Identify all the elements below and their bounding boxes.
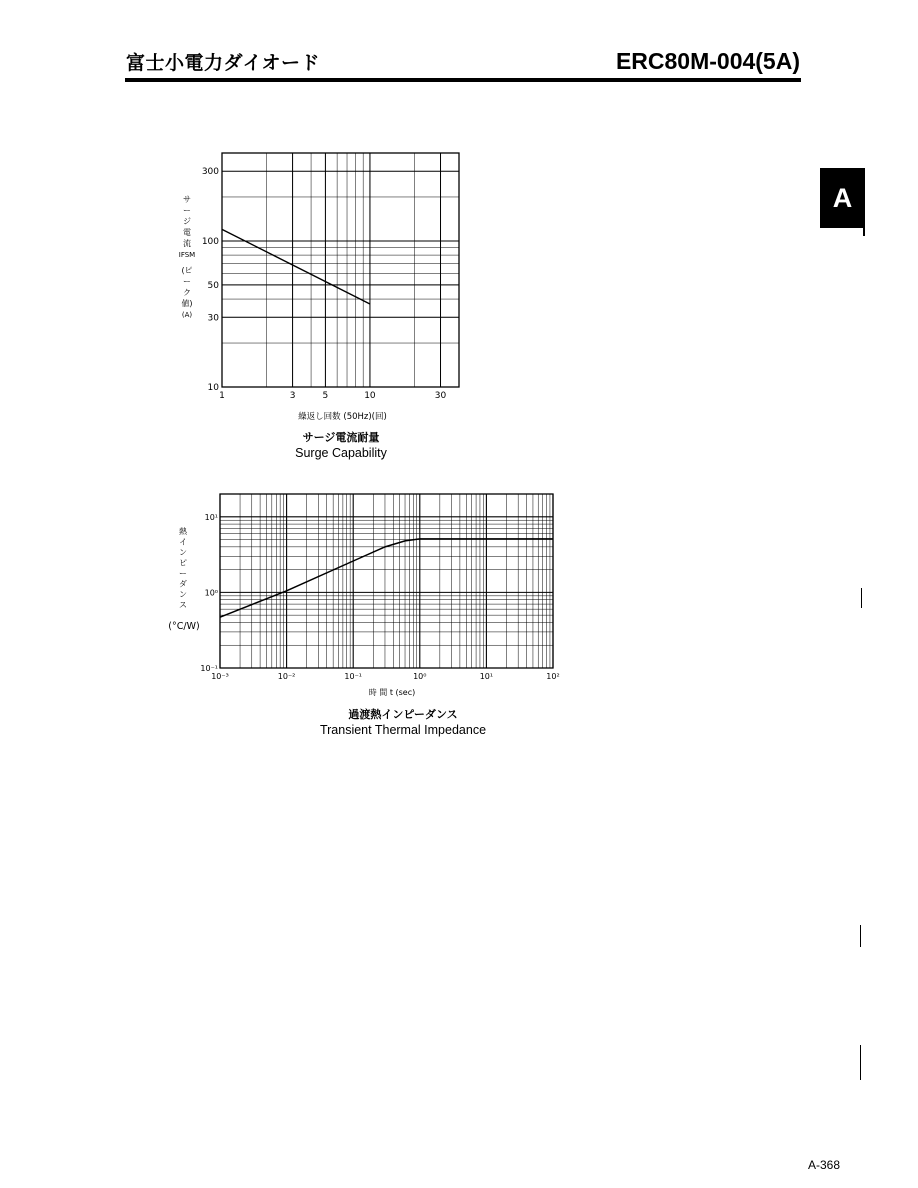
surge-chart-subtitle: Surge Capability [295, 446, 387, 460]
tab-tick [863, 228, 865, 236]
y-axis-label-part: ジ [183, 217, 191, 226]
manufacturer-title: 富士小電力ダイオード [126, 52, 321, 74]
page-number: A-368 [807, 1158, 840, 1172]
header-rule [125, 78, 801, 82]
transient-thermal-impedance-chart [160, 485, 580, 705]
surge-capability-chart [160, 140, 480, 430]
y-axis-label-char: ー [179, 569, 187, 578]
x-tick-label: 1 [219, 391, 225, 401]
x-tick-label: 30 [434, 391, 447, 401]
y-tick-label: 10⁻¹ [200, 664, 218, 673]
part-number: ERC80M-004(5A) [615, 48, 800, 74]
y-axis-label-char: イ [179, 537, 187, 547]
plot-frame [222, 153, 459, 387]
x-tick-label: 3 [289, 391, 296, 401]
y-axis-label-part: ー [183, 206, 191, 215]
y-axis-label-char: 熱 [179, 527, 187, 536]
thermal-chart-title: 過渡熱インピーダンス [348, 708, 458, 721]
y-tick-label: 10 [207, 383, 219, 393]
y-tick-label: 100 [201, 236, 219, 247]
y-tick-label: 30 [207, 313, 219, 324]
y-axis-label-part: 電 [183, 228, 191, 237]
y-tick-label: 10⁰ [204, 588, 218, 598]
y-axis-label-part: ー [183, 277, 191, 286]
y-axis-label-char: ン [179, 590, 187, 599]
x-tick-label: 10 [364, 391, 376, 401]
x-axis-label: 時 間 t (sec) [368, 688, 416, 697]
y-axis-label-char: ン [179, 548, 187, 557]
y-axis-label-part: ク [183, 288, 191, 297]
y-axis-label-part: (A) [181, 311, 193, 319]
x-tick-label: 10⁻³ [211, 672, 229, 681]
y-axis-label-part: (ピ [181, 266, 193, 275]
y-tick-label: 300 [201, 167, 219, 178]
y-axis-label-part: IFSM [178, 251, 196, 259]
y-axis-label-part: 流 [183, 239, 191, 248]
surge-chart-title: サージ電流耐量 [302, 431, 380, 444]
margin-mark [860, 925, 861, 947]
x-tick-label: 5 [322, 391, 329, 401]
y-tick-label: 10¹ [204, 512, 218, 522]
thermal-chart-subtitle: Transient Thermal Impedance [319, 723, 487, 737]
margin-mark [860, 1045, 861, 1080]
y-axis-label-char: ダ [179, 579, 187, 589]
x-axis-label: 繰返し回数 (50Hz)(回) [298, 412, 387, 422]
y-axis-label-char: ピ [179, 558, 187, 568]
thermal-impedance-curve [220, 539, 553, 617]
y-axis-label-part: 値) [181, 299, 193, 308]
x-tick-label: 10⁻² [277, 672, 296, 681]
x-tick-label: 10² [546, 672, 560, 681]
y-axis-label-part: サ [183, 195, 191, 204]
y-axis-label-char: ス [179, 600, 187, 610]
y-axis-unit: (°C/W) [168, 621, 200, 632]
x-tick-label: 10⁻¹ [344, 672, 363, 681]
margin-mark [861, 588, 862, 608]
x-tick-label: 10¹ [479, 672, 494, 681]
section-tab: A [820, 168, 865, 228]
y-tick-label: 50 [207, 280, 219, 291]
x-tick-label: 10⁰ [413, 672, 427, 681]
